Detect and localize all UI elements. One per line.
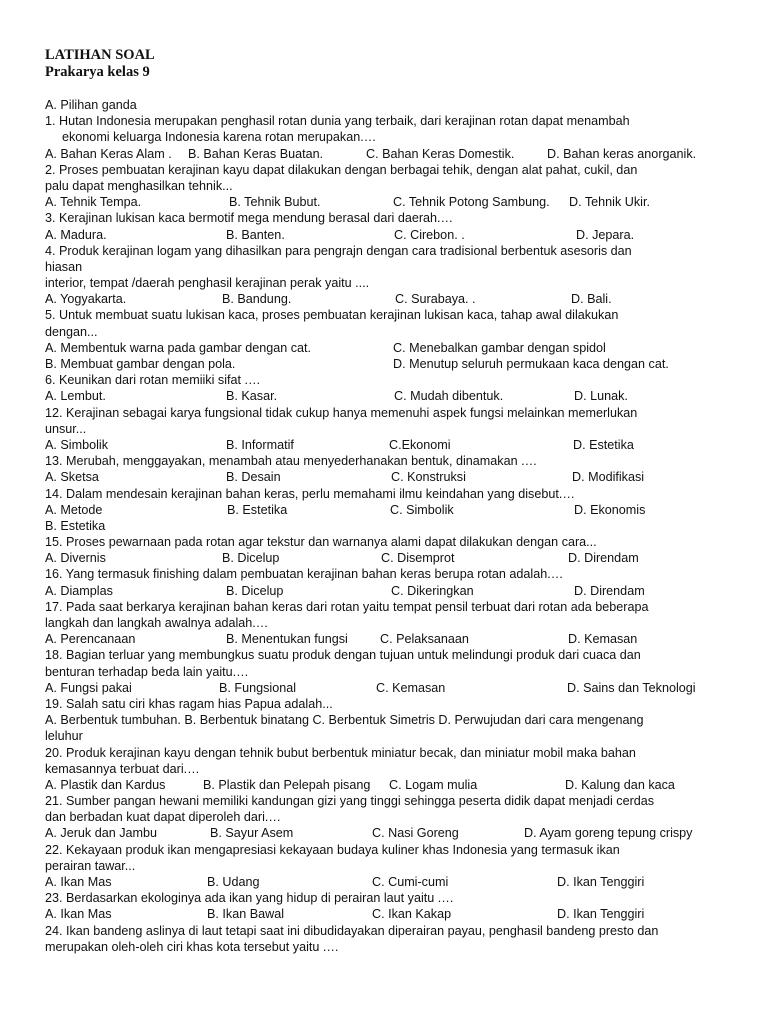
answer-options-row <box>45 227 728 243</box>
document-title: LATIHAN SOAL <box>45 47 155 63</box>
answer-option: C. Pelaksanaan <box>380 632 469 647</box>
text-line: 19. Salah satu ciri khas ragam hias Papua adalah... <box>45 696 333 711</box>
answer-option: C. Cumi-cumi <box>372 875 449 889</box>
text-line: langkah dan langkah awalnya adalah.… <box>45 616 269 630</box>
answer-option: D. Bahan keras anorganik. <box>547 146 697 161</box>
answer-options-row <box>45 825 728 841</box>
text-line: 17. Pada saat berkarya kerajinan bahan keras dari rotan yaitu tempat pensil terbuat dari rotan ada beberapa <box>45 599 649 614</box>
answer-option: D. Modifikasi <box>572 470 645 485</box>
text-line: 22. Kekayaan produk ikan mengapresiasi kekayaan budaya kuliner khas Indonesia yang termasuk ikan <box>45 842 620 857</box>
answer-option: C. Bahan Keras Domestik. <box>366 146 515 161</box>
answer-option: A. Yogyakarta. <box>45 292 127 307</box>
text-line: palu dapat menghasilkan tehnik... <box>45 178 233 193</box>
text-line: 24. Ikan bandeng aslinya di laut tetapi saat ini dibudidayakan diperairan payau, penghasil bandeng presto dan <box>45 923 659 938</box>
text-line: B. Estetika <box>45 518 106 533</box>
answer-option: B. Dicelup <box>226 583 284 598</box>
answer-option: A. Ikan Mas <box>45 907 112 922</box>
answer-options-row <box>45 437 728 453</box>
answer-option: B. Plastik dan Pelepah pisang <box>203 777 371 792</box>
text-line: kemasannya terbuat dari.… <box>45 761 200 776</box>
text-line: 16. Yang termasuk finishing dalam pembuatan kerajinan bahan keras berupa rotan adalah.… <box>45 567 564 582</box>
answer-option: C. Simbolik <box>390 502 454 517</box>
answer-option: B. Udang <box>207 875 260 889</box>
answer-options-row <box>45 583 728 599</box>
answer-option: C.Ekonomi <box>389 437 451 452</box>
answer-option: D. Ikan Tenggiri <box>557 875 645 889</box>
answer-option: C. Surabaya. . <box>395 292 476 307</box>
text-line: 6. Keunikan dari rotan memiiki sifat .… <box>45 373 261 388</box>
answer-option: B. Bandung. <box>222 292 292 307</box>
answer-option: D. Lunak. <box>574 389 628 404</box>
answer-option: B. Tehnik Bubut. <box>229 195 321 210</box>
answer-option: C. Menebalkan gambar dengan spidol <box>393 340 606 355</box>
answer-option: D. Kalung dan kaca <box>565 777 675 792</box>
answer-option: D. Bali. <box>571 292 612 307</box>
answer-options-row <box>45 146 728 162</box>
answer-option: B. Bahan Keras Buatan. <box>188 146 324 161</box>
text-line: ekonomi keluarga Indonesia karena rotan merupakan.… <box>62 130 377 145</box>
text-line: dan berbadan kuat dapat diperoleh dari.… <box>45 810 281 825</box>
text-line: leluhur <box>45 729 83 744</box>
answer-option: A. Sketsa <box>45 470 99 485</box>
answer-option: C. Kemasan <box>376 680 446 695</box>
answer-option: D. Sains dan Teknologi <box>567 680 696 695</box>
answer-option: B. Informatif <box>226 437 294 452</box>
answer-option: C. Konstruksi <box>391 470 466 485</box>
text-line: 3. Kerajinan lukisan kaca bermotif mega mendung berasal dari daerah.… <box>45 211 454 226</box>
answer-option: D. Estetika <box>573 437 634 452</box>
text-line: A. Berbentuk tumbuhan. B. Berbentuk binatang C. Berbentuk Simetris D. Perwujudan dari cara mengenang <box>45 713 644 728</box>
answer-option: A. Perencanaan <box>45 632 136 647</box>
text-line: dengan... <box>45 324 98 339</box>
answer-option: D. Ayam goreng tepung crispy <box>524 826 693 841</box>
answer-options-row <box>45 874 728 890</box>
text-line: 15. Proses pewarnaan pada rotan agar tekstur dan warnanya alami dapat dilakukan dengan cara... <box>45 535 597 550</box>
answer-option: A. Madura. <box>45 227 107 242</box>
answer-option: B. Dicelup <box>222 551 280 566</box>
answer-option: C. Nasi Goreng <box>372 826 459 841</box>
answer-option: B. Sayur Asem <box>210 826 294 841</box>
answer-option: C. Logam mulia <box>389 777 478 792</box>
answer-options-row <box>45 340 728 356</box>
answer-option: B. Ikan Bawal <box>207 907 285 922</box>
answer-options-row <box>45 194 728 210</box>
answer-option: D. Kemasan <box>568 632 638 647</box>
document-subtitle: Prakarya kelas 9 <box>45 64 150 80</box>
answer-option: D. Jepara. <box>576 227 635 242</box>
text-line: 21. Sumber pangan hewani memiliki kandungan gizi yang tinggi sehingga peserta didik dapat menjadi cerdas <box>45 794 655 809</box>
answer-options-row <box>45 906 728 922</box>
answer-option: D. Menutup seluruh permukaan kaca dengan cat. <box>393 357 669 371</box>
answer-option: A. Tehnik Tempa. <box>45 195 142 210</box>
answer-option: B. Banten. <box>226 227 285 242</box>
text-line: unsur... <box>45 421 87 436</box>
answer-option: A. Jeruk dan Jambu <box>45 826 158 841</box>
text-line: 13. Merubah, menggayakan, menambah atau menyederhanakan bentuk, dinamakan .… <box>45 454 538 469</box>
text-line: merupakan oleh-oleh ciri khas kota tersebut yaitu .… <box>45 939 340 954</box>
answer-options-row <box>45 291 728 307</box>
answer-option: D. Direndam <box>568 551 639 566</box>
answer-option: A. Metode <box>45 502 103 517</box>
answer-option: B. Estetika <box>227 502 288 517</box>
text-line: 18. Bagian terluar yang membungkus suatu produk dengan tujuan untuk melindungi produk dari cuaca dan <box>45 648 641 663</box>
answer-option: B. Membuat gambar dengan pola. <box>45 357 236 371</box>
answer-option: A. Bahan Keras Alam . <box>45 146 172 161</box>
text-line: 4. Produk kerajinan logam yang dihasilkan para pengrajn dengan cara tradisional berbentuk asesoris dan <box>45 243 632 258</box>
answer-option: D. Ikan Tenggiri <box>557 907 645 922</box>
text-line: benturan terhadap beda lain yaitu.… <box>45 664 249 679</box>
answer-option: B. Kasar. <box>226 389 278 404</box>
answer-options-row <box>45 388 728 404</box>
text-line: 23. Berdasarkan ekologinya ada ikan yang hidup di perairan laut yaitu .… <box>45 891 454 906</box>
answer-option: C. Dikeringkan <box>391 583 474 598</box>
answer-option: C. Disemprot <box>381 551 455 566</box>
text-line: interior, tempat /daerah penghasil kerajinan perak yaitu .... <box>45 276 370 291</box>
answer-options-row <box>45 502 728 518</box>
answer-option: A. Diamplas <box>45 583 113 598</box>
answer-options-row <box>45 680 728 696</box>
answer-option: A. Plastik dan Kardus <box>45 777 166 792</box>
text-line: hiasan <box>45 259 83 274</box>
text-line: 5. Untuk membuat suatu lukisan kaca, proses pembuatan kerajinan lukisan kaca, tahap awal dilakukan <box>45 308 619 323</box>
answer-option: B. Desain <box>226 470 281 485</box>
text-line: perairan tawar... <box>45 858 136 873</box>
answer-option: D. Direndam <box>574 583 645 598</box>
answer-option: B. Fungsional <box>219 680 297 695</box>
answer-options-row <box>45 777 728 793</box>
text-line: A. Pilihan ganda <box>45 98 137 112</box>
answer-option: A. Fungsi pakai <box>45 680 132 695</box>
answer-option: B. Menentukan fungsi <box>226 632 348 647</box>
text-line: 1. Hutan Indonesia merupakan penghasil rotan dunia yang terbaik, dari kerajinan rotan dapat menambah <box>45 114 630 129</box>
text-line: 20. Produk kerajinan kayu dengan tehnik bubut berbentuk miniatur becak, dan miniatur mobil maka bahan <box>45 745 636 760</box>
answer-options-row <box>45 356 728 372</box>
text-line: 12. Kerajinan sebagai karya fungsional tidak cukup hanya memenuhi aspek fungsi melainkan memerlukan <box>45 405 638 420</box>
text-line: 2. Proses pembuatan kerajinan kayu dapat dilakukan dengan berbagai tehik, dengan alat pahat, cukil, dan <box>45 162 638 177</box>
text-line: 14. Dalam mendesain kerajinan bahan keras, perlu memahami ilmu keindahan yang disebut.… <box>45 486 575 501</box>
answer-option: C. Ikan Kakap <box>372 907 452 922</box>
answer-option: A. Lembut. <box>45 389 106 404</box>
answer-option: C. Tehnik Potong Sambung. <box>393 195 550 210</box>
answer-option: A. Divernis <box>45 551 106 566</box>
answer-options-row <box>45 469 728 485</box>
answer-option: A. Membentuk warna pada gambar dengan cat. <box>45 340 312 355</box>
answer-options-row <box>45 550 728 566</box>
answer-option: A. Ikan Mas <box>45 875 112 889</box>
answer-option: D. Tehnik Ukir. <box>569 195 650 210</box>
answer-option: C. Mudah dibentuk. <box>394 389 504 404</box>
answer-option: D. Ekonomis <box>574 502 646 517</box>
answer-option: C. Cirebon. . <box>394 227 465 242</box>
answer-option: A. Simbolik <box>45 437 108 452</box>
answer-options-row <box>45 631 728 647</box>
question-list <box>45 97 728 955</box>
